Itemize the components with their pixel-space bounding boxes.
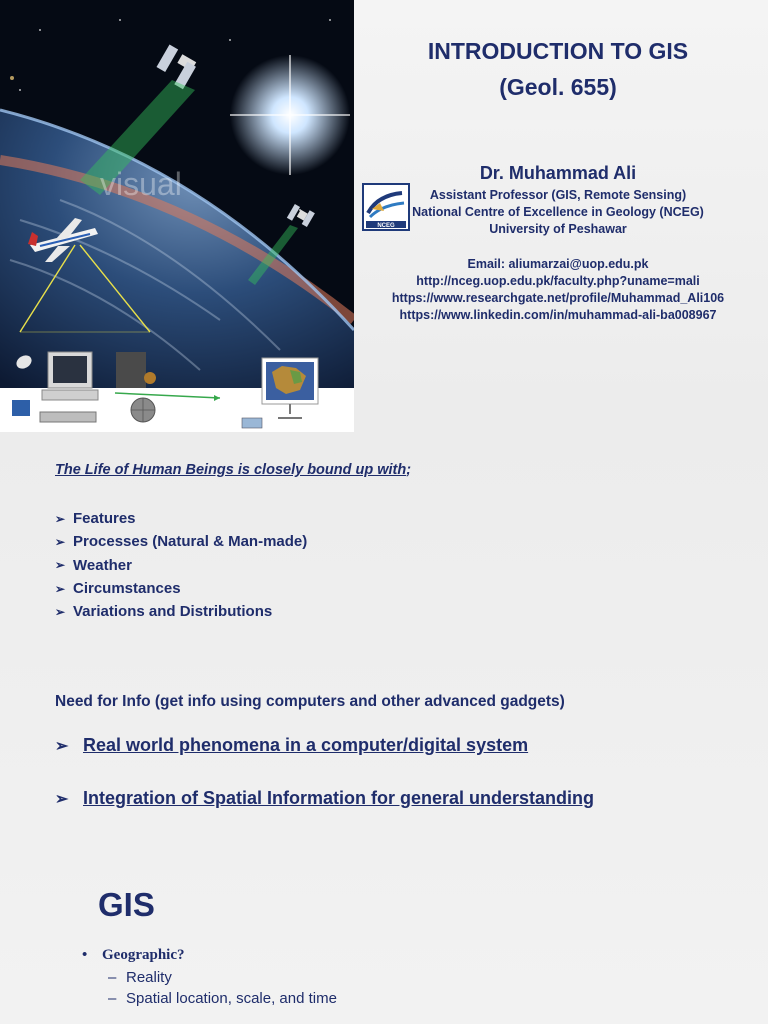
list-item: [55, 577, 307, 600]
intro-heading: [55, 462, 411, 478]
computer-icon: [40, 352, 98, 422]
arrow-bullet-icon: ➢: [55, 737, 69, 755]
feature-list: [55, 507, 307, 623]
arrow-bullet-icon: ➢: [55, 511, 66, 526]
list-item: [55, 530, 307, 553]
author-institution: National Centre of Excellence in Geology (NCEG): [412, 205, 704, 219]
contact-block: [360, 256, 756, 324]
key-point: [55, 788, 594, 809]
email-text: Email: aliumarzai@uop.edu.pk: [467, 257, 649, 271]
gis-heading: GIS: [98, 886, 155, 923]
svg-text:NCEG: NCEG: [377, 223, 395, 229]
course-code: (Geol. 655): [499, 74, 617, 100]
svg-text:visual: visual: [100, 166, 182, 202]
bullet-dot-icon: •: [82, 947, 88, 963]
key-point-text: Integration of Spatial Information for general understanding: [83, 788, 595, 808]
researchgate-link[interactable]: https://www.researchgate.net/profile/Muhammad_Ali106: [391, 291, 725, 305]
gis-subitem-text: Reality: [126, 969, 172, 986]
gis-bullet: [82, 947, 185, 964]
printer-icon: [242, 418, 262, 428]
arrow-bullet-icon: ➢: [55, 604, 66, 619]
arrow-bullet-icon: ➢: [55, 790, 69, 808]
list-item-text: Features: [73, 510, 136, 528]
course-title: INTRODUCTION TO GIS: [427, 38, 689, 64]
author-name: Dr. Muhammad Ali: [479, 163, 637, 183]
author-position: Assistant Professor (GIS, Remote Sensing): [429, 188, 687, 202]
list-item-text: Circumstances: [73, 580, 181, 598]
dash-icon: –: [108, 969, 117, 986]
floppy-disk-icon: [12, 400, 30, 416]
author-affiliation: [360, 187, 756, 238]
arrow-bullet-icon: ➢: [55, 581, 66, 596]
list-item-text: Processes (Natural & Man-made): [73, 533, 308, 551]
list-item: [55, 600, 307, 623]
author-university: University of Peshawar: [489, 222, 627, 236]
intro-heading-punct: ;: [406, 462, 412, 478]
list-item-text: Variations and Distributions: [73, 603, 273, 621]
intro-heading-text: The Life of Human Beings is closely bound up with: [55, 462, 407, 478]
list-item: [55, 507, 307, 530]
dash-icon: –: [108, 990, 117, 1007]
gis-illustration: [0, 0, 354, 432]
gis-bullet-text: Geographic?: [102, 947, 185, 963]
faculty-link[interactable]: http://nceg.uop.edu.pk/faculty.php?uname=mali: [416, 274, 700, 288]
arrow-bullet-icon: ➢: [55, 534, 66, 549]
key-point-text: Real world phenomena in a computer/digital system: [83, 735, 529, 755]
globe-icon: [131, 398, 155, 422]
gis-subitem: [108, 969, 172, 986]
key-point: [55, 735, 528, 756]
need-heading: Need for Info (get info using computers and other advanced gadgets): [55, 693, 565, 710]
arrow-bullet-icon: ➢: [55, 558, 66, 573]
gis-subitem-text: Spatial location, scale, and time: [126, 990, 337, 1007]
list-item-text: Weather: [73, 556, 132, 574]
list-item: [55, 554, 307, 577]
linkedin-link[interactable]: https://www.linkedin.com/in/muhammad-ali-ba008967: [399, 308, 717, 322]
gis-subitem: [108, 990, 337, 1007]
